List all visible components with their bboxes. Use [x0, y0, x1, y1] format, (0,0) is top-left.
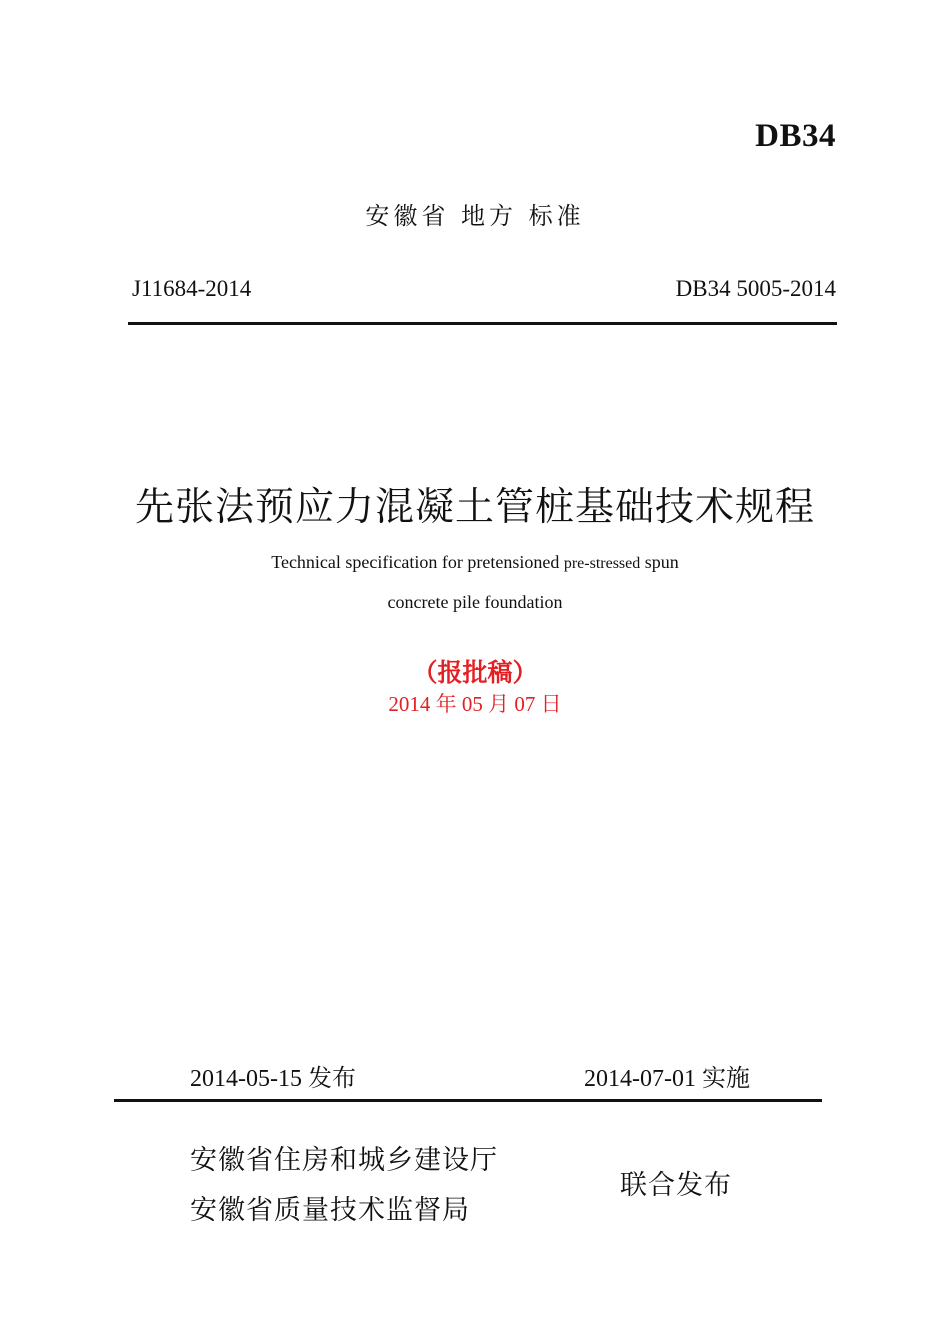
title-english-part: Technical specification for pretensioned — [271, 552, 564, 572]
province-code: DB34 — [755, 118, 836, 154]
standard-number: DB34 5005-2014 — [675, 276, 836, 301]
draft-label: （报批稿） — [412, 658, 538, 687]
document-title-english-line2: concrete pile foundation — [387, 592, 563, 612]
draft-date: 2014 年 05 月 07 日 — [388, 692, 562, 716]
title-english-part-end: spun — [640, 552, 679, 572]
issuer-quality-bureau: 安徽省质量技术监督局 — [190, 1195, 470, 1226]
joint-issue-label: 联合发布 — [620, 1170, 732, 1201]
issuer-housing-department: 安徽省住房和城乡建设厅 — [190, 1145, 498, 1176]
header-divider — [128, 322, 837, 325]
document-title-english-line1 — [0, 552, 950, 573]
standard-type: 安徽省 地方 标准 — [365, 202, 585, 230]
issue-date: 2014-05-15 发布 — [190, 1066, 356, 1092]
title-english-part-small: pre-stressed — [563, 555, 641, 572]
record-number: J11684-2014 — [132, 276, 252, 301]
footer-divider — [114, 1099, 822, 1102]
implementation-date: 2014-07-01 实施 — [584, 1066, 750, 1092]
document-title-chinese: 先张法预应力混凝土管桩基础技术规程 — [134, 485, 815, 530]
